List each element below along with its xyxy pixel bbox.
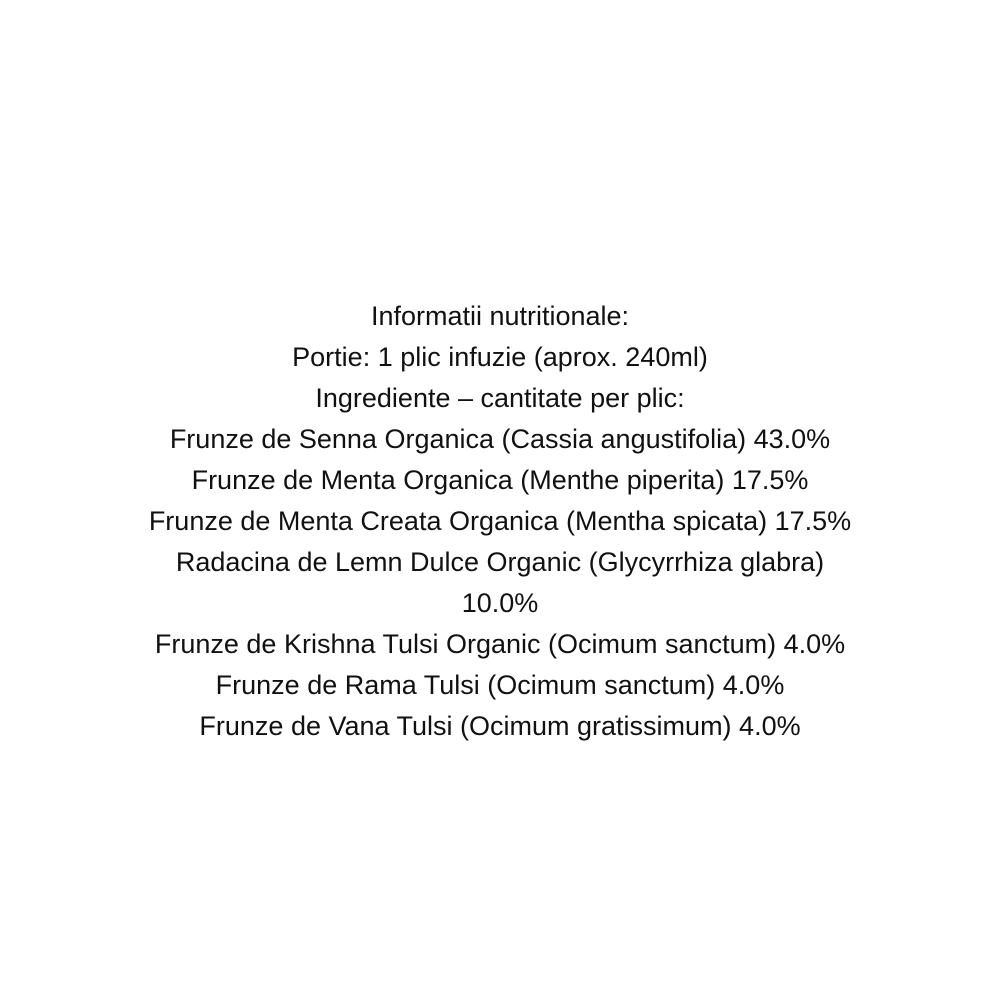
ingredient-line: Radacina de Lemn Dulce Organic (Glycyrrhiza glabra) bbox=[175, 547, 825, 577]
ingredients-intro: Ingrediente – cantitate per plic: bbox=[315, 383, 685, 413]
ingredient-line: Frunze de Krishna Tulsi Organic (Ocimum sanctum) 4.0% bbox=[154, 629, 846, 659]
serving-size: Portie: 1 plic infuzie (aprox. 240ml) bbox=[292, 342, 708, 372]
ingredient-line: Frunze de Menta Creata Organica (Mentha spicata) 17.5% bbox=[148, 506, 852, 536]
nutrition-heading: Informatii nutritionale: bbox=[370, 301, 630, 331]
nutrition-info-block bbox=[50, 296, 950, 747]
ingredient-line: Frunze de Menta Organica (Menthe piperita) 17.5% bbox=[191, 465, 809, 495]
ingredient-line: Frunze de Rama Tulsi (Ocimum sanctum) 4.0% bbox=[215, 670, 785, 700]
ingredient-line: 10.0% bbox=[461, 588, 539, 618]
ingredient-line: Frunze de Vana Tulsi (Ocimum gratissimum) 4.0% bbox=[199, 711, 801, 741]
ingredient-line: Frunze de Senna Organica (Cassia angustifolia) 43.0% bbox=[169, 424, 831, 454]
